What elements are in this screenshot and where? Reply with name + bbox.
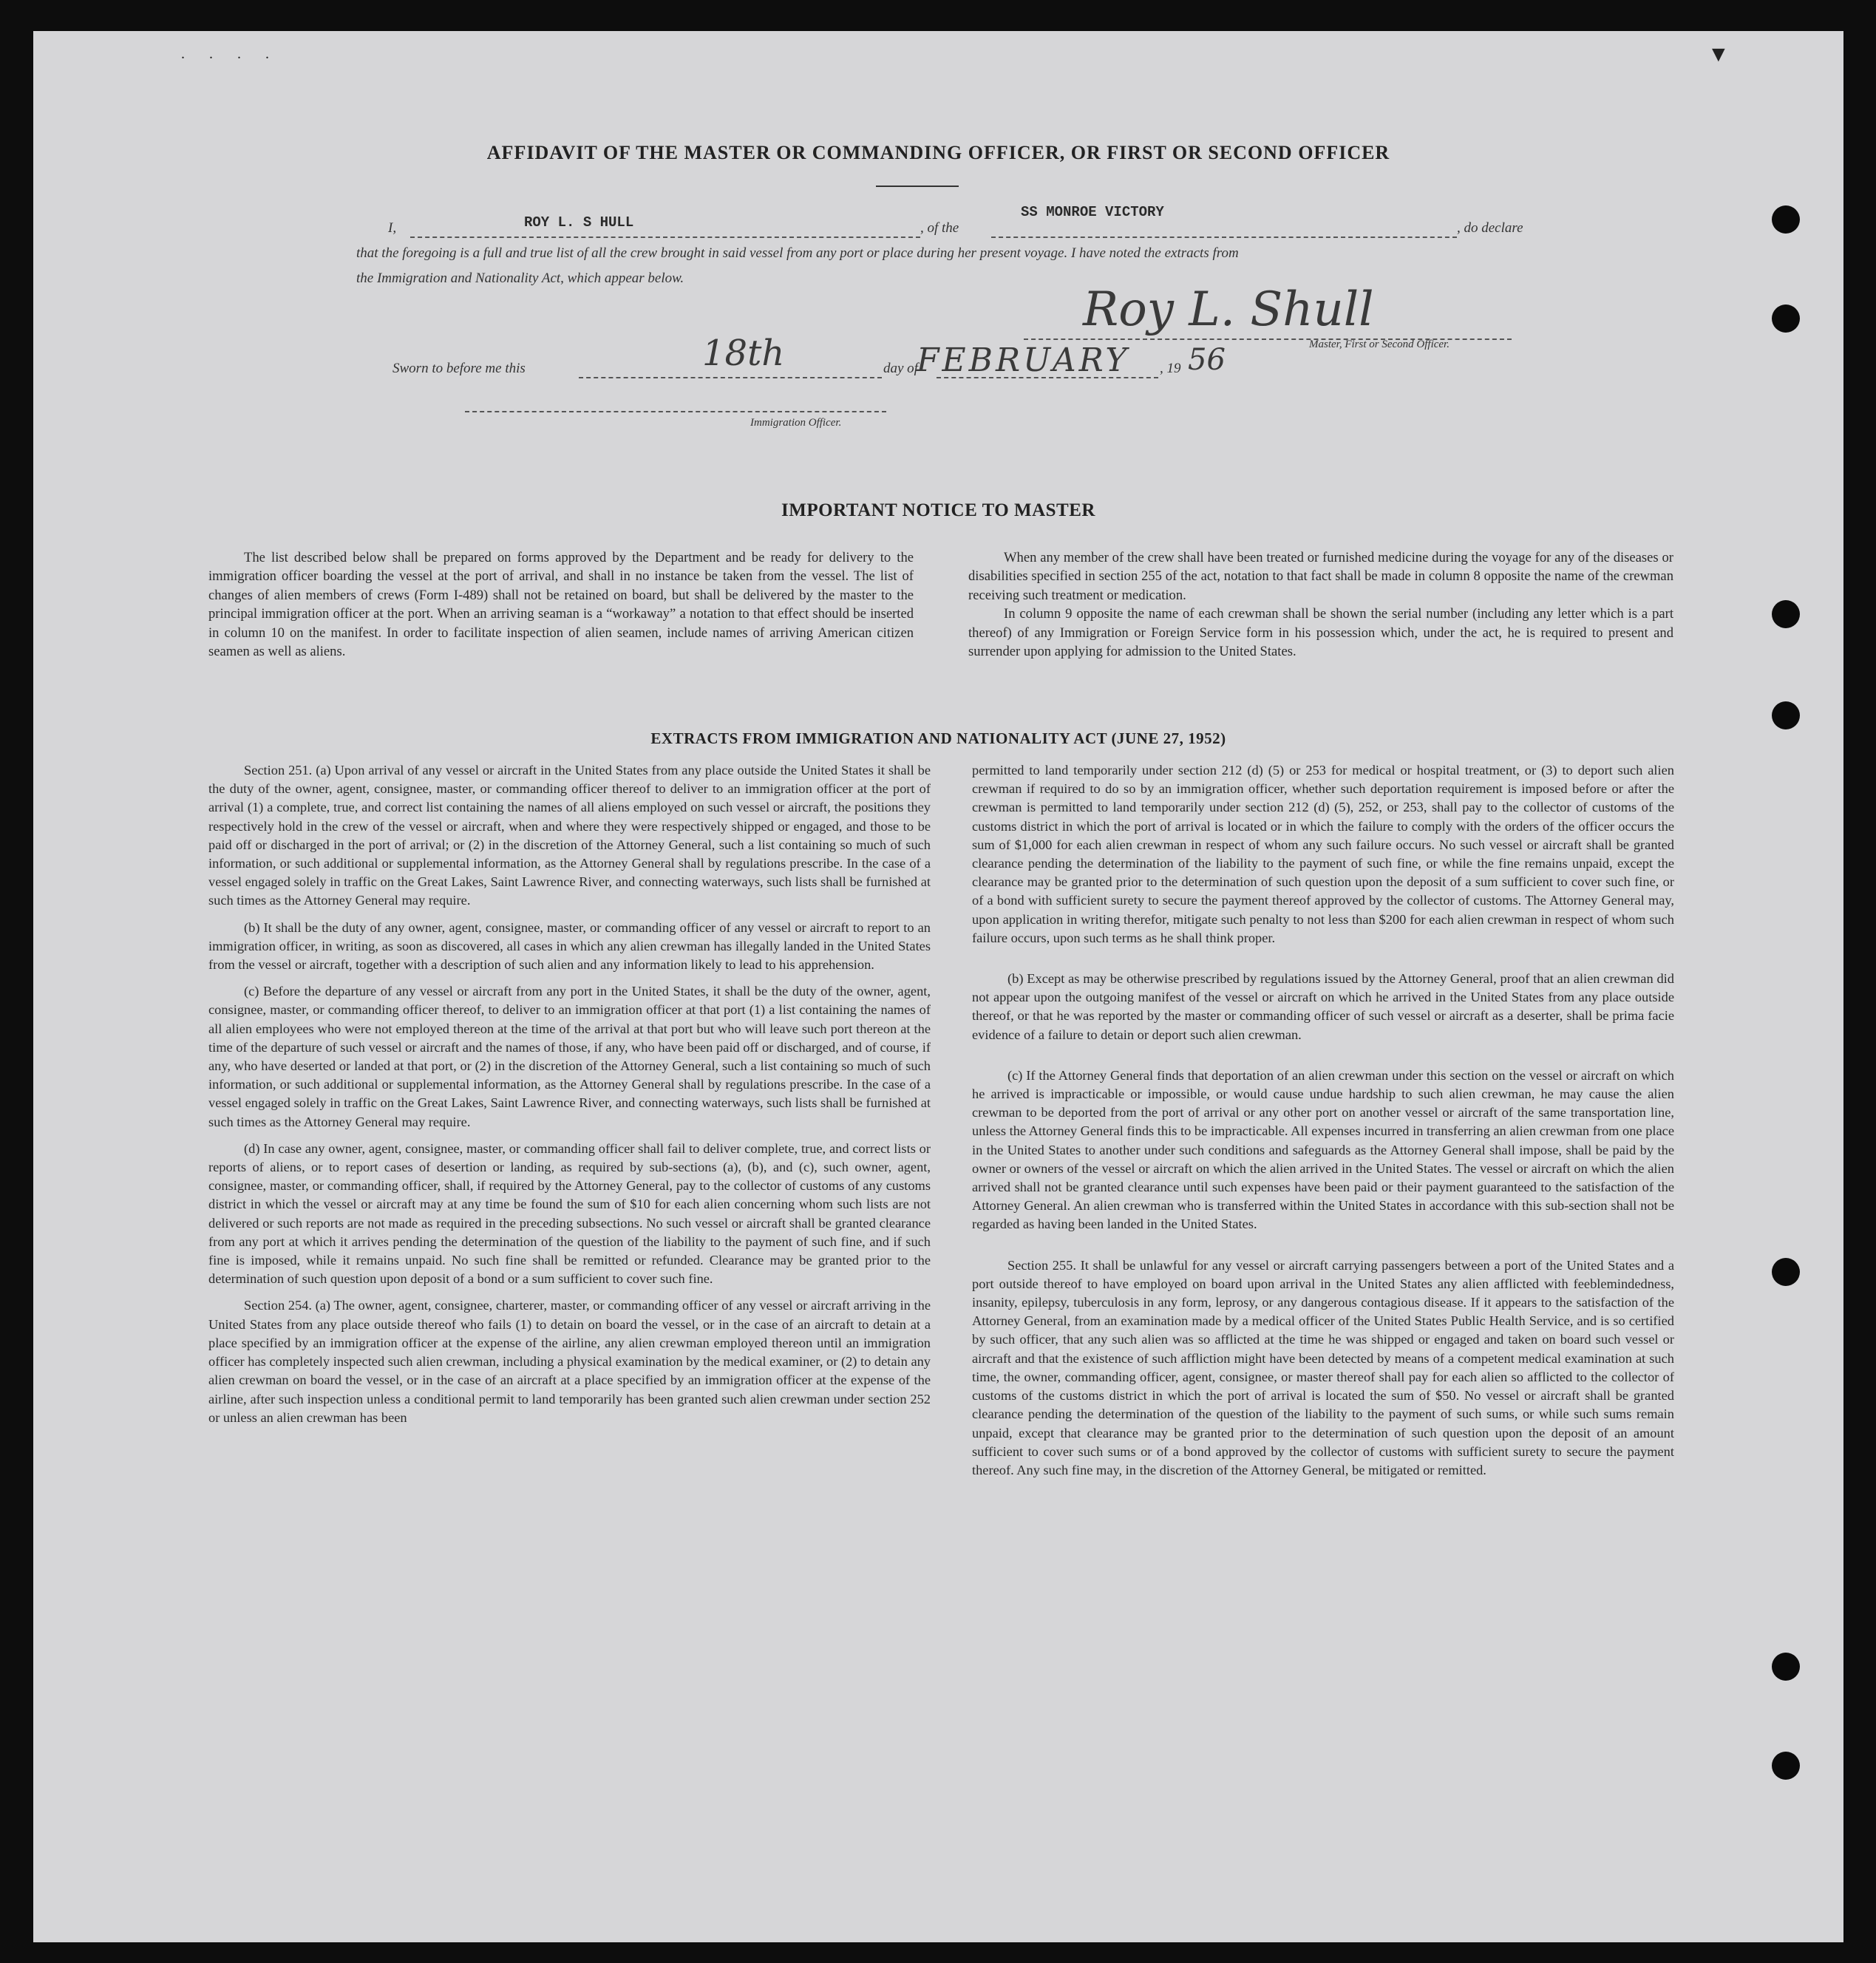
day-of-label: day of xyxy=(883,361,918,376)
notice-right-paragraph: In column 9 opposite the name of each crewman shall be shown the serial number (including any letter which is a part thereof) of any Immigration or Foreign Service form in his possession which, under the act, he is required to present and surrender upon applying for admission to the United States. xyxy=(968,606,1673,660)
line1-declare: , do declare xyxy=(1457,220,1523,236)
signature: Roy L. Shull xyxy=(1083,282,1374,337)
section-paragraph: (d) In case any owner, agent, consignee, master, or commanding officer shall fail to deliver complete, true, and correct lists or reports of aliens, or to report cases of desertion or landing, as required by sub-sections (a), (b), and (c), such owner, agent, consignee, master, or commanding officer, shall, if required by the Attorney General, pay to the collector of customs of any customs district in which the vessel or aircraft may at any time be found the sum of $10 for each alien concerning whom such lists are not delivered or such reports are not made as required in the preceding subsections. No such vessel or aircraft shall be granted clearance from any port at which it arrives pending the determination of the question of the liability to the payment of such fine, and if such fine is imposed, while it remains unpaid. No such fine shall be remitted or refunded. Clearance may be granted prior to the determination of such question upon deposit of a bond or a sum sufficient to cover such fine. xyxy=(208,1140,931,1287)
sworn-day: 18th xyxy=(702,333,785,374)
section-paragraph: permitted to land temporarily under section 212 (d) (5) or 253 for medical or hospital treatment, or (3) to deport such alien crewman if required to do so by an immigration officer, whether such deportation requirement is imposed before or after the crewman is permitted to land temporarily under section 212 (d) (5), 252, or 253, shall pay to the collector of customs of the customs district in which the port of arrival is located or in which the failure to comply with the orders of the officer occurs the sum of $1,000 for each alien crewman in respect of whom any such failure occurs. No such vessel or aircraft shall be granted clearance pending the determination of the liability to the payment of such fine, or while the fine remains unpaid, except the clearance may be granted prior to the determination of such question upon the deposit of a sum sufficient to cover such fine, or of a bond with sufficient surety to secure the payment thereof approved by the collector of customs. The Attorney General may, upon application in writing therefor, mitigate such penalty to not less than $200 for each alien crewman in respect of whom such failure occurs, upon such terms as he shall think proper. xyxy=(972,763,1674,945)
punch-hole xyxy=(1772,1752,1800,1780)
section-paragraph: Section 254. (a) The owner, agent, consignee, charterer, master, or commanding officer of any vessel or aircraft arriving in the United States from any place outside thereof who fails (1) to detain on board the vessel, or in the case of an aircraft to detain at a place specified by an immigration officer at the expense of the airline, any alien crewman employed thereon until an immigration officer has completely inspected such alien crewman, including a physical examination by the medical examiner, or (2) to detain any alien crewman on board the vessel, or in the case of an aircraft at a place specified by an immigration officer at the expense of the airline, after such inspection unless a conditional permit to land temporarily has been granted such alien crewman under section 252 or unless an alien crewman has been xyxy=(208,1298,931,1425)
affidavit-title: AFFIDAVIT OF THE MASTER OR COMMANDING OFFICER, OR FIRST OR SECOND OFFICER xyxy=(486,142,1390,163)
master-name-line xyxy=(410,237,920,238)
extracts-title: EXTRACTS FROM IMMIGRATION AND NATIONALITY ACT (JUNE 27, 1952) xyxy=(650,729,1226,747)
section-paragraph: (c) Before the departure of any vessel or aircraft from any port in the United States, it shall be the duty of the owner, agent, consignee, master, or commanding officer thereof, to deliver to an immigration officer at that port (1) a list containing the names of all alien employees who were not employed thereon at the time of the arrival at that port but who will leave such port thereon at the time of the departure of such vessel or aircraft and the names of those, if any, who have been paid off or discharged, and of course, if any, who have deserted or landed at that port, or (2) in the discretion of the Attorney General, such a list containing so much of such information, or such additional or supplemental information, as the Attorney General shall by regulations prescribe. In the case of a vessel engaged solely in traffic on the Great Lakes, Saint Lawrence River, and connecting waterways, such lists shall be furnished at such times as the Attorney General may require. xyxy=(208,984,931,1129)
sworn-year: 56 xyxy=(1188,343,1226,377)
master-title-label: Master, First or Second Officer. xyxy=(1309,338,1450,350)
punch-hole xyxy=(1772,600,1800,628)
corner-speck: . . . . xyxy=(181,46,279,62)
section-paragraph: Section 251. (a) Upon arrival of any vessel or aircraft in the United States from any place outside the United States it shall be the duty of the owner, agent, consignee, master, or commanding officer thereof to deliver to an immigration officer at the port of arrival (1) a complete, true, and correct list containing the names of all aliens employed on such vessel or aircraft, the positions they respectively hold in the crew of the vessel or aircraft, when and where they were respectively shipped or engaged, and those to be paid off or discharged in the port of arrival; or (2) in the discretion of the Attorney General, such a list containing so much of such information, or such additional or supplemental information, as the Attorney General shall by regulations prescribe. In the case of a vessel engaged solely in traffic on the Great Lakes, Saint Lawrence River, and connecting waterways, such lists shall be furnished at such times as the Attorney General may require. xyxy=(208,763,931,908)
affidavit-line2: that the foregoing is a full and true list of all the crew brought in said vessel from any port or place during her present voyage. I have noted the extracts from xyxy=(356,245,1239,261)
extracts-right-column xyxy=(972,761,1674,1488)
corner-mark: ▼ xyxy=(1707,42,1730,67)
notice-title: IMPORTANT NOTICE TO MASTER xyxy=(781,500,1095,520)
section-paragraph: (c) If the Attorney General finds that deportation of an alien crewman under this section on the vessel or aircraft on which he arrived is impracticable or impossible, or would cause undue hardship to such alien crewman, he may cause the alien crewman to be deported from the port of arrival or any other port on another vessel or aircraft of the same transportation line, unless the Attorney General finds this to be impracticable. All expenses incurred in transferring an alien crewman from one place in the United States to another under such conditions and safeguards as the Attorney General shall impose, shall be paid by the owner or owners of the vessel or aircraft on which the alien arrived in the United States. The vessel or aircraft on which the alien arrived shall not be granted clearance until such expenses have been paid or their payment guaranteed to the satisfaction of the Attorney General. An alien crewman who is transferred within the United States in accordance with this sub-section shall not be regarded as having been landed in the United States. xyxy=(972,1067,1674,1232)
punch-hole xyxy=(1772,1653,1800,1681)
year-prefix: , 19 xyxy=(1160,361,1181,376)
notice-right-column xyxy=(968,548,1673,669)
punch-hole xyxy=(1772,305,1800,333)
sworn-day-line xyxy=(579,377,882,378)
section-paragraph: (b) Except as may be otherwise prescribed by regulations issued by the Attorney General, proof that an alien crewman did not appear upon the outgoing manifest of the vessel or aircraft on which he arrived in the United States from any place outside thereof, or that he was reported by the master or commanding officer of such vessel or aircraft as a deserter, shall be prima facie evidence of a failure to detain or deport such alien crewman. xyxy=(972,971,1674,1042)
notice-left-column xyxy=(208,548,914,669)
extracts-left-column xyxy=(208,761,931,1435)
affidavit-line3: the Immigration and Nationality Act, which appear below. xyxy=(356,271,684,286)
immigration-officer-line xyxy=(465,411,886,412)
punch-hole xyxy=(1772,1258,1800,1286)
notice-right-paragraph: When any member of the crew shall have been treated or furnished medicine during the voyage for any of the diseases or disabilities specified in section 255 of the act, notation to that fact shall be made in column 8 opposite the name of the crewman receiving such treatment or medication. xyxy=(968,550,1673,603)
notice-left-paragraph: The list described below shall be prepared on forms approved by the Department and be ready for delivery to the immigration officer boarding the vessel at the port of arrival, and shall in no instance be taken from the vessel. The list of changes of alien members of crews (Form I-489) shall not be retained on board, but shall be delivered by the master to the principal immigration officer at the port. When an arriving seaman is a “workaway” a notation to that effect should be inserted in column 10 on the manifest. In order to facilitate inspection of alien seamen, include names of arriving American citizen seamen as well as aliens. xyxy=(208,550,914,660)
immigration-officer-label: Immigration Officer. xyxy=(750,417,842,429)
title-rule xyxy=(876,186,959,187)
document-page xyxy=(33,31,1843,1942)
punch-hole xyxy=(1772,205,1800,234)
vessel-name: SS MONROE VICTORY xyxy=(1021,204,1164,220)
line1-i: I, xyxy=(388,220,397,236)
master-name: ROY L. S HULL xyxy=(524,214,634,231)
section-paragraph: (b) It shall be the duty of any owner, agent, consignee, master, or commanding officer of any vessel or aircraft to report to an immigration officer, in writing, as soon as discovered, all cases in which any alien crewman has illegally landed in the United States from the vessel or aircraft, together with a description of such alien and any information likely to lead to his apprehension. xyxy=(208,919,931,973)
line1-of-the: , of the xyxy=(920,220,959,236)
punch-hole xyxy=(1772,701,1800,729)
sworn-month: FEBRUARY xyxy=(917,341,1130,379)
vessel-name-line xyxy=(991,237,1457,238)
section-paragraph: Section 255. It shall be unlawful for any vessel or aircraft carrying passengers between a port of the United States and a port outside thereof to have employed on board upon arrival in the United States any alien afflicted with feeblemindedness, insanity, epilepsy, tuberculosis in any form, leprosy, or any dangerous contagious disease. If it appears to the satisfaction of the Attorney General, from an examination made by a medical officer of the United States Public Health Service, and is so certified by such officer, that any such alien was so afflicted at the time he was shipped or engaged and taken on board such vessel or aircraft and that the existence of such affliction might have been detected by means of a competent medical examination at such time, the owner, commanding officer, agent, consignee, or master thereof shall pay for each alien so afflicted to the collector of customs of the customs district in which the port of arrival is located the sum of $50. No vessel or aircraft shall be granted clearance pending the determination of the question of the liability to the payment of such sums, or while such sums remain unpaid, except that clearance may be granted prior to the determination of such question upon the deposit of an amount sufficient to cover such sums or of a bond approved by the collector of customs with sufficient surety to secure the payment thereof. Any such fine may, in the discretion of the Attorney General, be mitigated or remitted. xyxy=(972,1257,1674,1477)
sworn-label: Sworn to before me this xyxy=(392,361,526,376)
